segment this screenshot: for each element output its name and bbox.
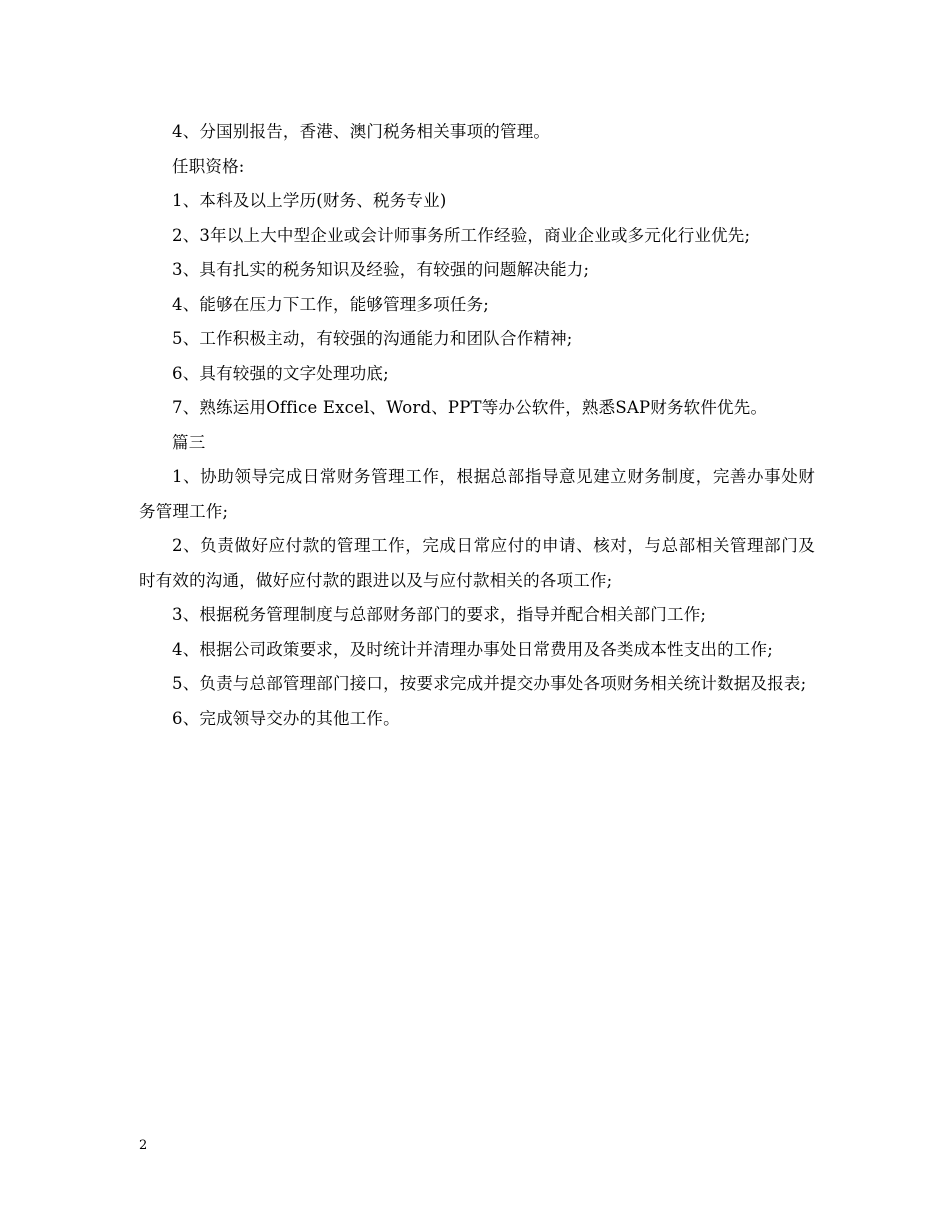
paragraph: 1、本科及以上学历(财务、税务专业): [172, 191, 447, 210]
paragraph: 5、工作积极主动，有较强的沟通能力和团队合作精神;: [172, 329, 573, 348]
paragraph: 2、负责做好应付款的管理工作，完成日常应付的申请、核对，与总部相关管理部门及时有效的沟通，做好应付款的跟进以及与应付款相关的各项工作;: [139, 536, 815, 590]
paragraph: 6、完成领导交办的其他工作。: [172, 708, 400, 728]
paragraph: 3、具有扎实的税务知识及经验，有较强的问题解决能力;: [172, 260, 590, 279]
paragraph: 6、具有较强的文字处理功底;: [172, 363, 389, 383]
paragraph: 5、负责与总部管理部门接口，按要求完成并提交办事处各项财务相关统计数据及报表;: [172, 674, 807, 693]
paragraph: 4、能够在压力下工作，能够管理多项任务;: [172, 294, 490, 314]
paragraph: 3、根据税务管理制度与总部财务部门的要求，指导并配合相关部门工作;: [172, 605, 707, 624]
page-number: 2: [139, 1138, 148, 1153]
paragraph: 2、3年以上大中型企业或会计师事务所工作经验，商业企业或多元化行业优先;: [172, 225, 751, 245]
document-body: [139, 115, 815, 736]
paragraph: 4、根据公司政策要求，及时统计并清理办事处日常费用及各类成本性支出的工作;: [172, 639, 773, 659]
section-heading: 篇三: [172, 432, 206, 452]
paragraph: 7、熟练运用Office Excel、Word、PPT等办公软件，熟悉SAP财务软件优先。: [172, 398, 768, 417]
paragraph: 1、协助领导完成日常财务管理工作，根据总部指导意见建立财务制度，完善办事处财务管理工作;: [139, 467, 815, 521]
section-heading: 任职资格:: [172, 156, 245, 176]
paragraph: 4、分国别报告，香港、澳门税务相关事项的管理。: [172, 122, 551, 141]
